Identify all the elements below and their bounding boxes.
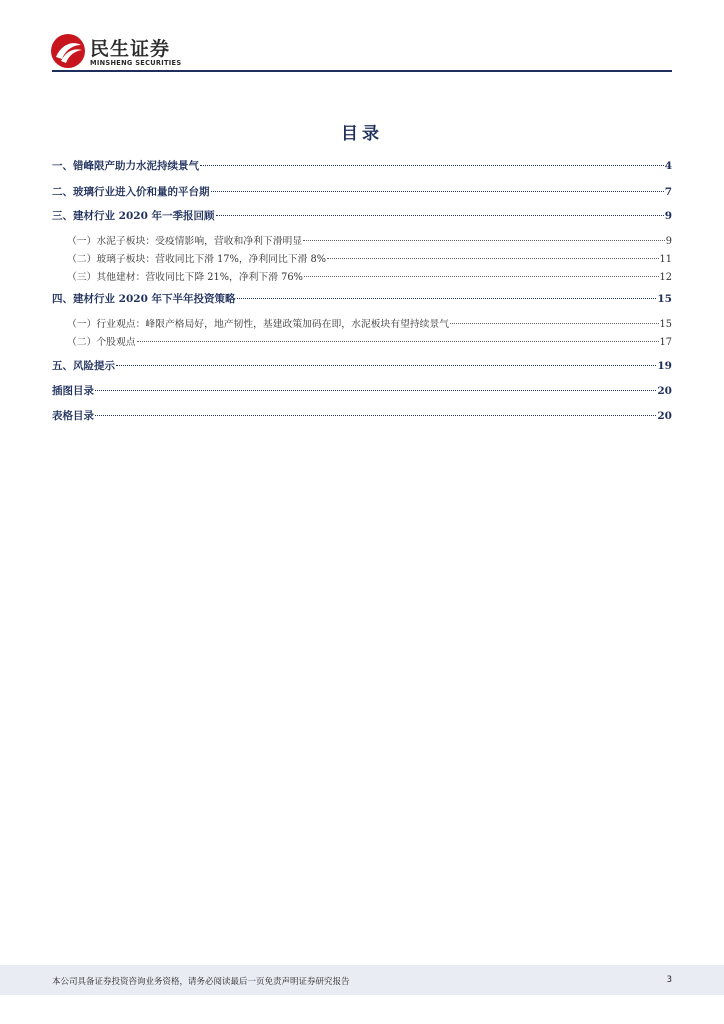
- toc-entry-page: 20: [657, 410, 672, 422]
- toc-leader: [237, 298, 657, 299]
- toc-entry-label: 插图目录: [52, 385, 94, 397]
- toc-leader: [95, 415, 656, 416]
- toc-entry-page: 15: [659, 319, 672, 330]
- toc-entry-3[interactable]: [52, 208, 672, 223]
- toc-entry-page: 9: [664, 210, 672, 222]
- toc-entry-figures[interactable]: [52, 383, 672, 398]
- toc-entry-page: 15: [657, 293, 672, 305]
- minsheng-logo: [50, 33, 190, 69]
- header-divider: [52, 70, 672, 72]
- minsheng-logo-icon: [50, 33, 86, 69]
- footer-disclaimer: 本公司具备证券投资咨询业务资格，请务必阅读最后一页免责声明证券研究报告: [52, 977, 350, 987]
- toc-leader: [211, 191, 664, 192]
- page-number: 3: [666, 975, 672, 985]
- toc-entry-label: 五、风险提示: [52, 360, 115, 372]
- logo-english-name: MINSHENG SECURITIES: [90, 59, 182, 67]
- toc-entry-4-1[interactable]: [67, 316, 672, 330]
- toc-entry-page: 20: [657, 385, 672, 397]
- logo-chinese-name: 民生证券: [90, 38, 171, 60]
- toc-entry-label: （二）个股观点: [67, 337, 136, 348]
- toc-leader: [304, 276, 659, 277]
- toc-entry-label: （三）其他建材：营收同比下降 21%，净利下滑 76%: [67, 272, 303, 283]
- toc-entry-page: 17: [659, 337, 672, 348]
- toc-leader: [327, 258, 658, 259]
- toc-entry-label: 四、建材行业 2020 年下半年投资策略: [52, 293, 236, 305]
- toc-entry-label: 一、错峰限产助力水泥持续景气: [52, 160, 199, 172]
- toc-entry-label: （二）玻璃子板块：营收同比下滑 17%，净利同比下滑 8%: [67, 254, 327, 265]
- toc-entry-page: 11: [659, 254, 672, 265]
- toc-entry-label: （一）水泥子板块：受疫情影响，营收和净利下滑明显: [67, 236, 303, 247]
- toc-entry-page: 9: [665, 236, 672, 247]
- toc-entry-page: 7: [664, 186, 672, 198]
- toc-entry-5[interactable]: [52, 358, 672, 373]
- toc-entry-tables[interactable]: [52, 408, 672, 423]
- toc-leader: [216, 215, 664, 216]
- toc-title: 目录: [341, 124, 383, 144]
- toc-entry-page: 12: [659, 272, 672, 283]
- toc-leader: [450, 323, 658, 324]
- toc-entry-label: 三、建材行业 2020 年一季报回顾: [52, 210, 215, 222]
- toc-leader: [95, 390, 656, 391]
- toc-entry-label: （一）行业观点：峰限产格局好，地产韧性，基建政策加码在即，水泥板块有望持续景气: [67, 319, 450, 330]
- toc-entry-4[interactable]: [52, 291, 672, 306]
- toc-entry-1[interactable]: [52, 158, 672, 173]
- toc-entry-3-3[interactable]: [67, 269, 672, 283]
- toc-entry-label: 二、玻璃行业进入价和量的平台期: [52, 186, 210, 198]
- toc-entry-4-2[interactable]: [67, 334, 672, 348]
- page-footer: [0, 965, 724, 995]
- toc-entry-3-2[interactable]: [67, 251, 672, 265]
- toc-entry-label: 表格目录: [52, 410, 94, 422]
- toc-entry-3-1[interactable]: [67, 233, 672, 247]
- page-header: [0, 0, 724, 74]
- toc-leader: [303, 240, 665, 241]
- toc-entry-page: 4: [664, 160, 672, 172]
- toc-entry-page: 19: [657, 360, 672, 372]
- toc-leader: [137, 341, 659, 342]
- toc-entry-2[interactable]: [52, 184, 672, 199]
- toc-leader: [200, 165, 664, 166]
- toc-leader: [116, 365, 656, 366]
